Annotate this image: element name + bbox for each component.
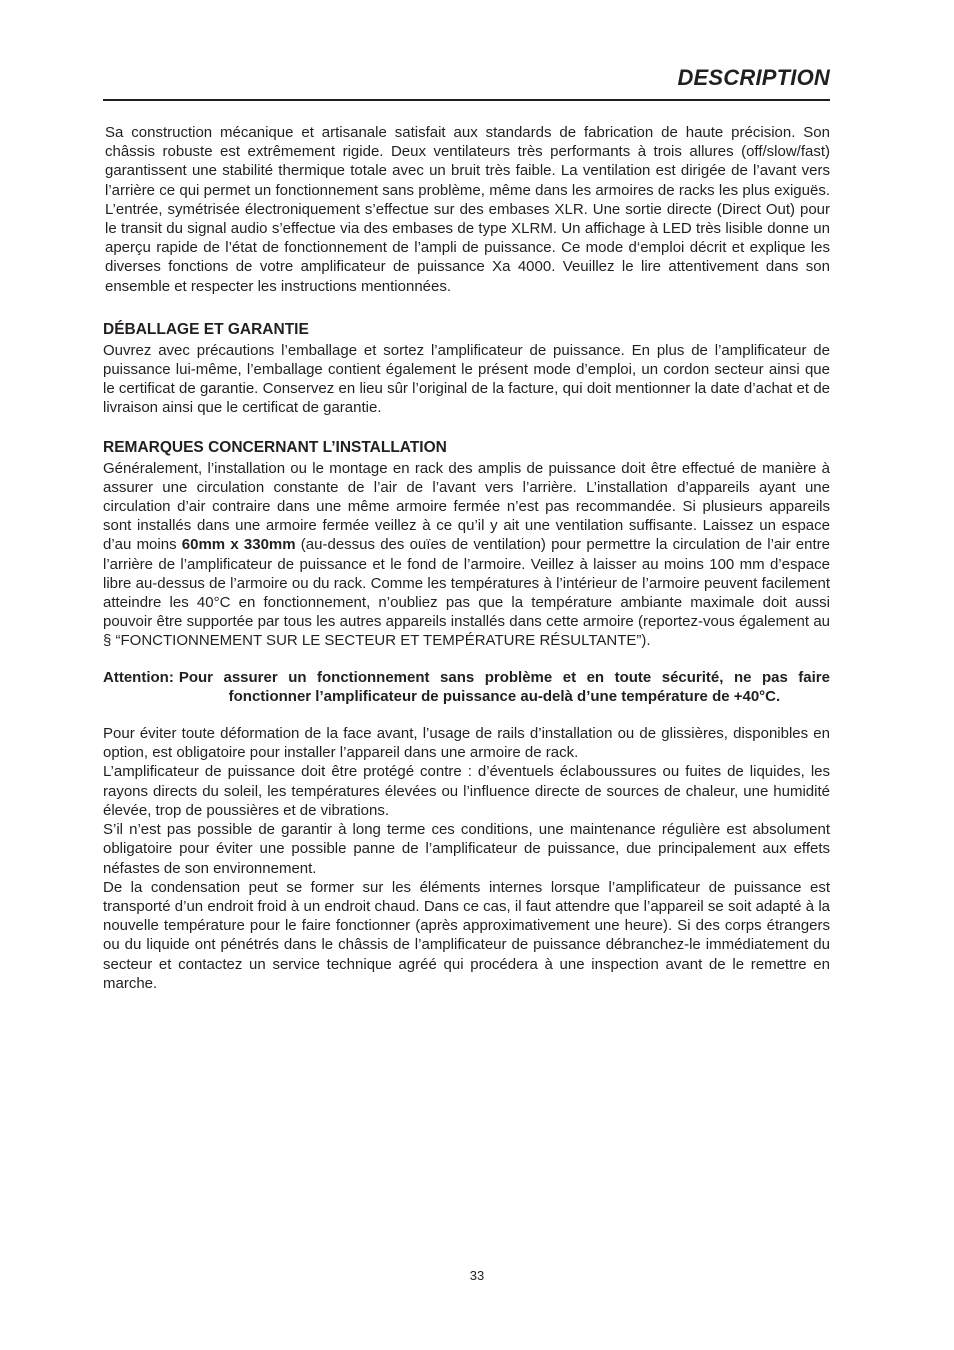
installation-space-requirement: 60mm x 330mm xyxy=(181,536,296,554)
installation-note-protection: L’amplificateur de puissance doit être protégé contre : d’éventuels éclaboussures ou fuites de liquides, les rayons directs du soleil, les températures élevées ou l’influence directe de sources de chaleur, une humidité élevée, trop de poussières et de vibrations. xyxy=(103,763,830,819)
attention-notice xyxy=(103,668,830,706)
page-header xyxy=(103,62,830,101)
attention-text: Pour assurer un fonctionnement sans problème et en toute sécurité, ne pas faire fonctionner l’amplificateur de puissance au-delà d’une température de +40°C. xyxy=(178,668,830,705)
unpacking-paragraph: Ouvrez avec précautions l’emballage et sortez l’amplificateur de puissance. En plus de l’amplificateur de puissance lui-même, l’emballage contient également le présent mode d’emploi, un cordon secteur ainsi que le certificat de garantie. Conservez en lieu sûr l’original de la facture, qui doit mentionner la date d’achat et de livraison ainsi que le certificat de garantie. xyxy=(103,341,830,417)
page-title: DESCRIPTION xyxy=(677,65,830,90)
page-content xyxy=(103,123,830,993)
intro-paragraph: Sa construction mécanique et artisanale satisfait aux standards de fabrication de haute précision. Son châssis robuste est extrêmement rigide. Deux ventilateurs très performants à trois allures (off/slow/fast) garantissent une stabilité thermique totale avec un bruit très faible. La ventilation est dirigée de l’avant vers l’arrière ce qui permet un fonctionnement sans problème, même dans les armoires de racks les plus exiguës. L’entrée, symétrisée électroniquement s’effectue sur des embases XLR. Une sortie directe (Direct Out) pour le transit du signal audio s’effectue via des embases de type XLRM. Un affichage à LED très lisible donne un aperçu rapide de l’état de fonctionnement de l’ampli de puissance. Ce mode d‘emploi décrit et explique les diverses fonctions de votre amplificateur de puissance Xa 4000. Veuillez le lire attentivement dans son ensemble et respecter les instructions mentionnées. xyxy=(105,124,830,295)
installation-note-maintenance: S’il n’est pas possible de garantir à long terme ces conditions, une maintenance régulière est absolument obligatoire pour éviter une possible panne de l’amplificateur de puissance, due principalement aux effets néfastes de son environnement. xyxy=(103,821,830,877)
installation-paragraph xyxy=(103,459,830,651)
attention-label: Attention: xyxy=(103,668,174,686)
installation-note-condensation: De la condensation peut se former sur les éléments internes lorsque l’amplificateur de puissance est transporté d’un endroit froid à un endroit chaud. Dans ce cas, il faut attendre que l’appareil se soit adapté à la nouvelle température pour le faire fonctionner (après approximativement une heure). Si des corps étrangers ou du liquide ont pénétrés dans le châssis de l’amplificateur de puissance débranchez-le immédiatement du secteur et contactez un service technique agréé qui procédera à une inspection avant de le remettre en marche. xyxy=(103,878,830,992)
installation-text-before: Généralement, l’installation ou le montage en rack des amplis de puissance doit être effectué de manière à assurer une circulation constante de l’air de l’avant vers l’arrière. L’installation d’appareils ayant une circulation d’air contraire dans une même armoire fermée n’est pas recommandée. Si plusieurs appareils sont installés dans une armoire fermée veillez à ce qu’il y ait une ventilation suffisante. Laissez un espace d’au moins xyxy=(103,459,830,554)
page-number: 33 xyxy=(469,1268,485,1283)
installation-note-rails: Pour éviter toute déformation de la face avant, l’usage de rails d’installation ou de glissières, disponibles en option, est obligatoire pour installer l’appareil dans une armoire de rack. xyxy=(103,725,830,762)
unpacking-heading: DÉBALLAGE ET GARANTIE xyxy=(103,320,309,338)
installation-heading: REMARQUES CONCERNANT L’INSTALLATION xyxy=(103,438,447,456)
installation-text-after: (au-dessus des ouïes de ventilation) pour permettre la circulation de l’air entre l’arrière de l’amplificateur de puissance et le fond de l’armoire. Veillez à laisser au moins 100 mm d’espace libre au-dessus de l’armoire ou du rack. Comme les températures à l’intérieur de l’armoire peuvent facilement atteindre les 40°C en fonctionnement, n’oubliez pas que la température ambiante maximale doit aussi pouvoir être supportée par tous les autres appareils installés dans cette armoire (reportez-vous également au § “FONCTIONNEMENT SUR LE SECTEUR ET TEMPÉRATURE RÉSULTANTE”). xyxy=(103,536,830,650)
installation-notes xyxy=(103,724,830,993)
